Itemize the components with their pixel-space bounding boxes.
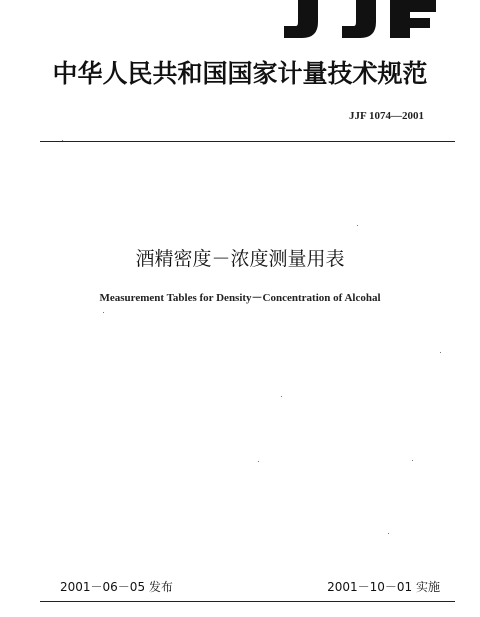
jjf-logo bbox=[270, 0, 440, 40]
scan-speck bbox=[357, 225, 358, 226]
standard-number: JJF 1074—2001 bbox=[348, 110, 424, 122]
scan-speck bbox=[281, 396, 282, 397]
document-title-english: Measurement Tables for Density－Concentration of Alcohal bbox=[99, 292, 381, 304]
footer-rule bbox=[40, 601, 455, 602]
scan-speck bbox=[440, 352, 441, 353]
organization-title: 中华人民共和国国家计量技术规范 bbox=[52, 59, 428, 88]
implementation-date: 2001－10－01 实施 bbox=[327, 580, 440, 594]
scan-speck bbox=[258, 461, 259, 462]
issue-date: 2001－06－05 发布 bbox=[60, 580, 173, 594]
scan-speck bbox=[62, 140, 63, 141]
scan-speck bbox=[103, 312, 104, 313]
scan-speck bbox=[388, 533, 389, 534]
document-title-chinese: 酒精密度－浓度测量用表 bbox=[135, 248, 345, 270]
scan-speck bbox=[412, 460, 413, 461]
header-rule bbox=[40, 141, 455, 142]
